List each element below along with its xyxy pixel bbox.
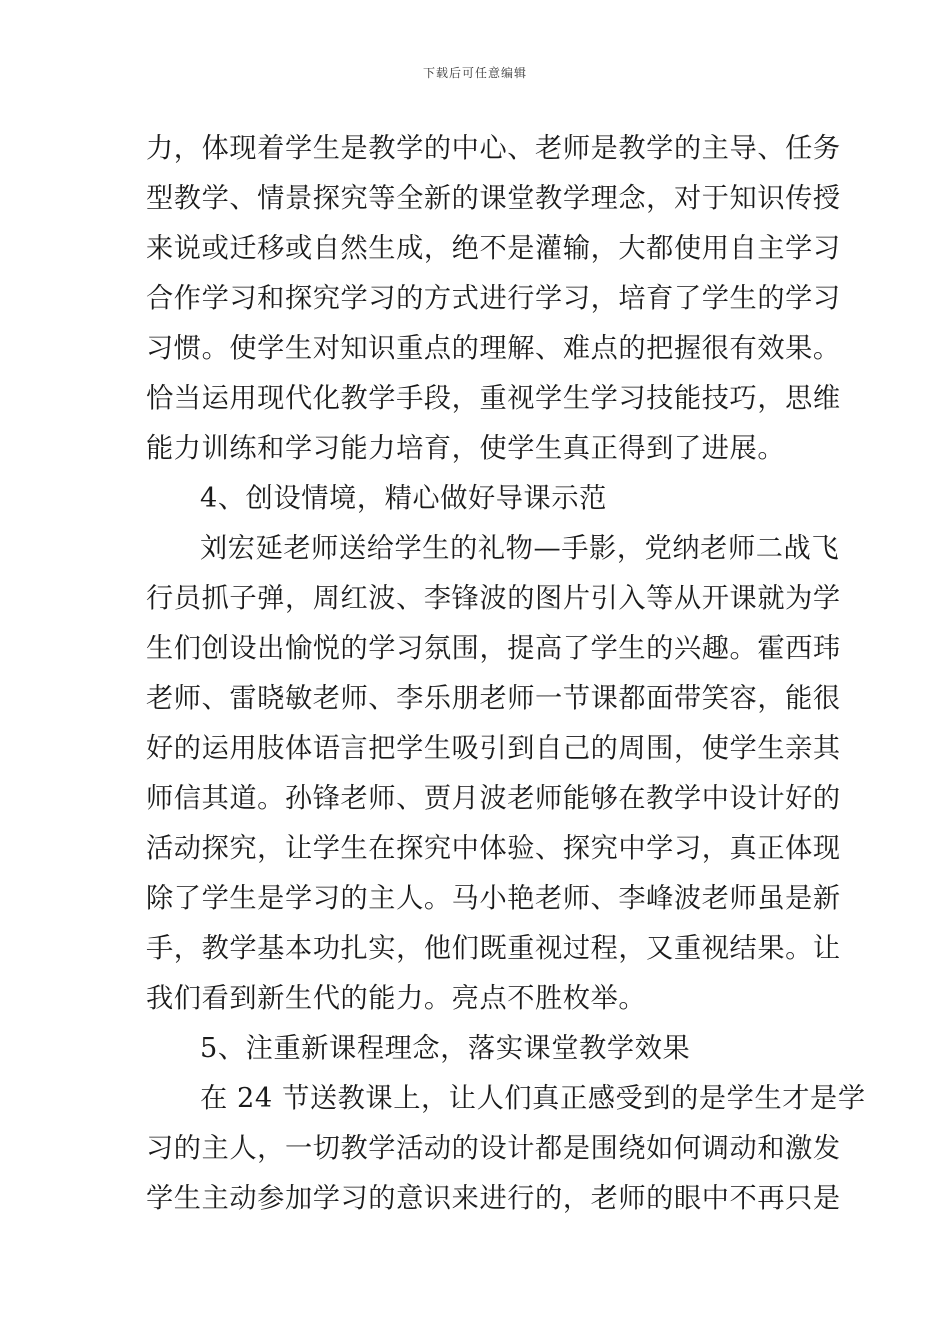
text-line: 除了学生是学习的主人。马小艳老师、李峰波老师虽是新 — [146, 883, 841, 914]
text-line: 来说或迁移或自然生成，绝不是灌输，大都使用自主学习 — [146, 233, 841, 264]
text-line: 能力训练和学习能力培育，使学生真正得到了进展。 — [146, 433, 786, 464]
text-line: 力，体现着学生是教学的中心、老师是教学的主导、任务 — [146, 133, 841, 164]
text-line: 习惯。使学生对知识重点的理解、难点的把握很有效果。 — [146, 333, 841, 364]
text-line: 合作学习和探究学习的方式进行学习，培育了学生的学习 — [146, 283, 841, 314]
text-line: 好的运用肢体语言把学生吸引到自己的周围，使学生亲其 — [146, 733, 841, 764]
text-line: 我们看到新生代的能力。亮点不胜枚举。 — [146, 983, 647, 1014]
text-line: 手，教学基本功扎实，他们既重视过程，又重视结果。让 — [146, 933, 841, 964]
document-body — [146, 124, 866, 1224]
text-line: 型教学、情景探究等全新的课堂教学理念，对于知识传授 — [146, 183, 841, 214]
text-line: 学生主动参加学习的意识来进行的，老师的眼中不再只是 — [146, 1183, 841, 1214]
page-header-note: 下载后可任意编辑 — [422, 66, 527, 80]
text-line: 4、创设情境，精心做好导课示范 — [200, 483, 607, 514]
text-line: 习的主人，一切教学活动的设计都是围绕如何调动和激发 — [146, 1133, 841, 1164]
text-line: 刘宏延老师送给学生的礼物—手影，党纳老师二战飞 — [200, 533, 840, 564]
text-line: 活动探究，让学生在探究中体验、探究中学习，真正体现 — [146, 833, 841, 864]
text-line: 老师、雷晓敏老师、李乐朋老师一节课都面带笑容，能很 — [146, 683, 841, 714]
text-line: 生们创设出愉悦的学习氛围，提高了学生的兴趣。霍西玮 — [146, 633, 841, 664]
text-line: 5、注重新课程理念，落实课堂教学效果 — [200, 1033, 691, 1064]
text-line: 师信其道。孙锋老师、贾月波老师能够在教学中设计好的 — [146, 783, 841, 814]
text-line: 恰当运用现代化教学手段，重视学生学习技能技巧，思维 — [146, 383, 841, 414]
text-line: 在 24 节送教课上，让人们真正感受到的是学生才是学 — [200, 1083, 866, 1114]
text-line: 行员抓子弹，周红波、李锋波的图片引入等从开课就为学 — [146, 583, 841, 614]
